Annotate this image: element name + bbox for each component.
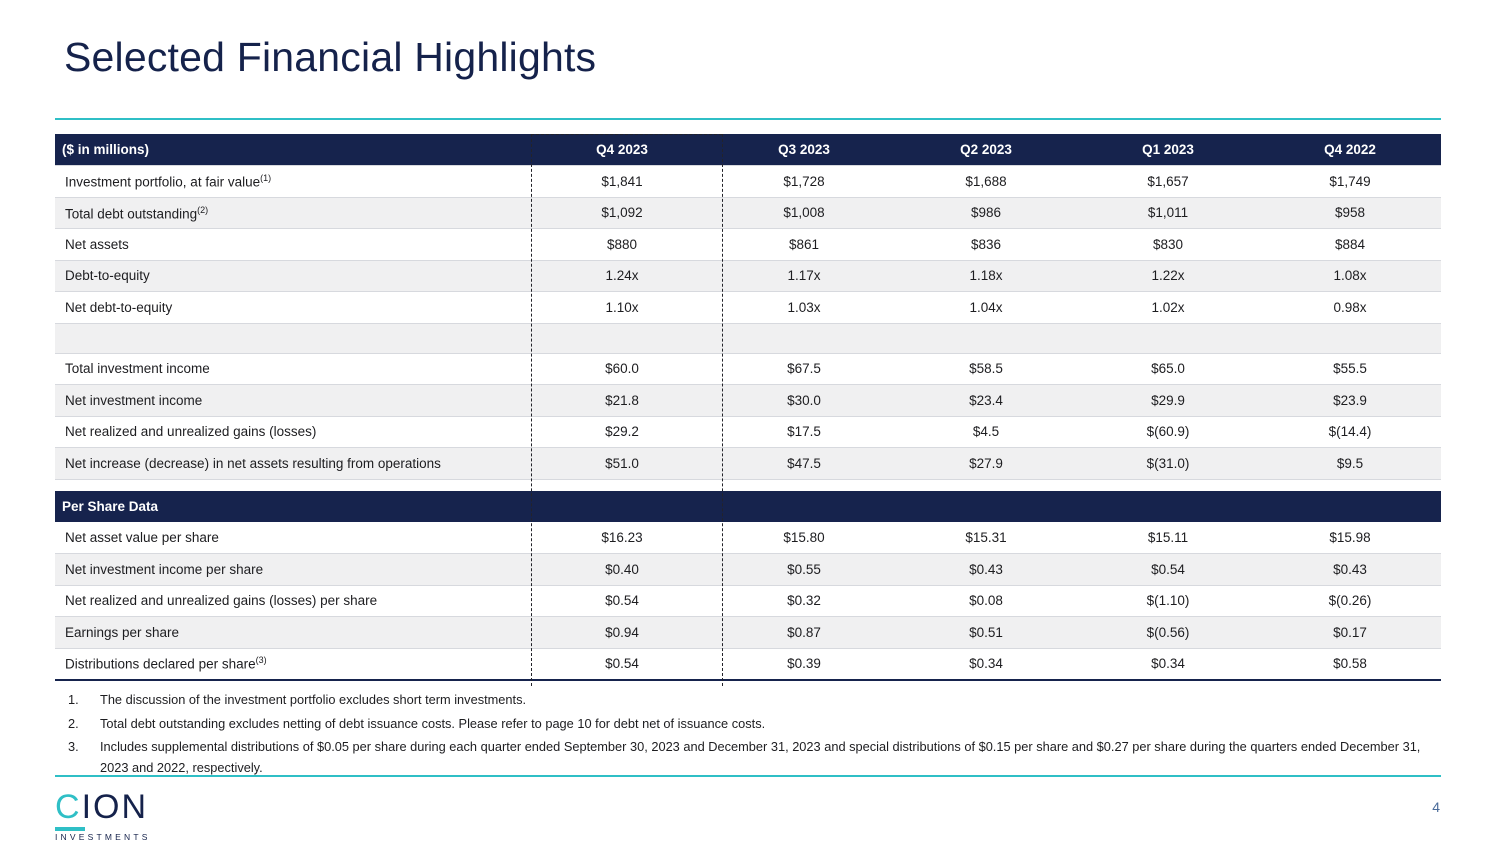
cell-value: $(14.4) — [1259, 416, 1441, 448]
cion-logo — [55, 790, 265, 842]
row-label: Net investment income — [55, 385, 531, 417]
cell-value: $0.54 — [531, 648, 713, 680]
row-label: Net asset value per share — [55, 522, 531, 554]
table-row — [55, 385, 1441, 417]
footer-divider — [55, 775, 1441, 777]
cell-value: $1,008 — [713, 197, 895, 229]
cell-value: $0.34 — [1077, 648, 1259, 680]
column-header-q4-2022: Q4 2022 — [1259, 134, 1441, 166]
cell-value: $986 — [895, 197, 1077, 229]
cell-value: $0.51 — [895, 617, 1077, 649]
cell-value: $67.5 — [713, 353, 895, 385]
row-label: Net debt-to-equity — [55, 292, 531, 324]
row-label: Debt-to-equity — [55, 260, 531, 292]
section-header-per-share-data — [55, 491, 1441, 522]
footnote-number: 2. — [68, 715, 79, 731]
footnote-item — [62, 737, 1442, 778]
cell-value: $0.39 — [713, 648, 895, 680]
cell-value: 1.24x — [531, 260, 713, 292]
cell-value: $15.80 — [713, 522, 895, 554]
row-label: Net investment income per share — [55, 554, 531, 586]
cell-value: $9.5 — [1259, 448, 1441, 480]
row-label: Net increase (decrease) in net assets resulting from operations — [55, 448, 531, 480]
footnote-ref: (3) — [255, 655, 267, 666]
cell-value: $1,749 — [1259, 166, 1441, 198]
cell-value: 0.98x — [1259, 292, 1441, 324]
footnote-ref: (1) — [260, 173, 272, 183]
table-row — [55, 260, 1441, 292]
cell-value: 1.17x — [713, 260, 895, 292]
title-divider — [55, 118, 1441, 120]
footnote-text: Total debt outstanding excludes netting of debt issuance costs. Please refer to page 10 for debt net of issuance costs. — [100, 715, 766, 731]
row-label: Net realized and unrealized gains (losses) — [55, 416, 531, 448]
table-row — [55, 166, 1441, 198]
table-row — [55, 585, 1441, 617]
cell-value: $16.23 — [531, 522, 713, 554]
cell-value: $47.5 — [713, 448, 895, 480]
cell-value: $58.5 — [895, 353, 1077, 385]
cell-value: $21.8 — [531, 385, 713, 417]
footnote-text: Includes supplemental distributions of $0.05 per share during each quarter ended September 30, 2023 and December 31, 2023 and special distributions of $0.15 per share and $0.27 per share during the quarters ended December 31, 2023 and 2022, respectively. — [100, 739, 1421, 776]
cell-value: 1.08x — [1259, 260, 1441, 292]
cell-value: $0.94 — [531, 617, 713, 649]
column-header-units: ($ in millions) — [55, 134, 531, 166]
cell-value: $958 — [1259, 197, 1441, 229]
cell-value: $0.87 — [713, 617, 895, 649]
row-label: Earnings per share — [55, 617, 531, 649]
cell-value: $0.32 — [713, 585, 895, 617]
table-row — [55, 448, 1441, 480]
table-row — [55, 416, 1441, 448]
cell-value: $15.31 — [895, 522, 1077, 554]
footnotes — [62, 690, 1442, 782]
table-row — [55, 522, 1441, 554]
cell-value: $0.17 — [1259, 617, 1441, 649]
logo-subtitle: INVESTMENTS — [55, 832, 151, 842]
cell-value: $0.54 — [1077, 554, 1259, 586]
selection-guide-top — [531, 134, 722, 135]
column-header-q3-2023: Q3 2023 — [713, 134, 895, 166]
cell-value: $1,728 — [713, 166, 895, 198]
cell-value: $17.5 — [713, 416, 895, 448]
cell-value: 1.04x — [895, 292, 1077, 324]
page-number: 4 — [1432, 799, 1440, 815]
table-header — [55, 134, 1441, 166]
cell-value: $0.34 — [895, 648, 1077, 680]
table-row — [55, 554, 1441, 586]
selection-guide-right — [722, 134, 723, 686]
cell-value: $(1.10) — [1077, 585, 1259, 617]
cell-value: $55.5 — [1259, 353, 1441, 385]
footnote-item — [62, 714, 1442, 735]
row-label: Total investment income — [55, 353, 531, 385]
section-label: Per Share Data — [55, 491, 531, 522]
cell-value: $0.40 — [531, 554, 713, 586]
row-label: Net realized and unrealized gains (losses) per share — [55, 585, 531, 617]
cell-value: $0.43 — [1259, 554, 1441, 586]
logo-wordmark — [55, 790, 265, 824]
cell-value: $0.08 — [895, 585, 1077, 617]
cell-value: 1.02x — [1077, 292, 1259, 324]
row-label: Net assets — [55, 229, 531, 261]
logo-underline — [55, 827, 85, 831]
cell-value: $0.43 — [895, 554, 1077, 586]
row-label: Distributions declared per share$^{(3)}$ — [55, 648, 531, 680]
cell-value: $0.55 — [713, 554, 895, 586]
cell-value: $1,841 — [531, 166, 713, 198]
cell-value: $15.11 — [1077, 522, 1259, 554]
cell-value: $1,011 — [1077, 197, 1259, 229]
cell-value: $(0.56) — [1077, 617, 1259, 649]
page-title: Selected Financial Highlights — [64, 34, 597, 80]
cell-value: $29.2 — [531, 416, 713, 448]
cell-value: $880 — [531, 229, 713, 261]
footnote-text: The discussion of the investment portfolio excludes short term investments. — [100, 692, 527, 707]
cell-value: $29.9 — [1077, 385, 1259, 417]
table-header-row — [55, 134, 1441, 166]
cell-value: $51.0 — [531, 448, 713, 480]
table-blank-row — [55, 323, 1441, 353]
cell-value: $1,657 — [1077, 166, 1259, 198]
column-header-q2-2023: Q2 2023 — [895, 134, 1077, 166]
cell-value: 1.10x — [531, 292, 713, 324]
cell-value: $60.0 — [531, 353, 713, 385]
table-spacer — [55, 479, 1441, 491]
logo-letters-ion: ION — [81, 788, 149, 826]
column-header-q4-2023: Q4 2023 — [531, 134, 713, 166]
footnote-item — [62, 690, 1442, 711]
cell-value: $4.5 — [895, 416, 1077, 448]
footnote-number: 1. — [68, 692, 79, 707]
cell-value: $(0.26) — [1259, 585, 1441, 617]
cell-value: $0.58 — [1259, 648, 1441, 680]
cell-value: $15.98 — [1259, 522, 1441, 554]
table-row — [55, 292, 1441, 324]
footnote-number: 3. — [68, 739, 79, 755]
column-header-q1-2023: Q1 2023 — [1077, 134, 1259, 166]
selection-guide-left — [531, 134, 532, 686]
cell-value: $27.9 — [895, 448, 1077, 480]
cell-value: $23.4 — [895, 385, 1077, 417]
cell-value: 1.03x — [713, 292, 895, 324]
cell-value: 1.22x — [1077, 260, 1259, 292]
logo-letter-c: C — [55, 788, 82, 826]
table-row — [55, 353, 1441, 385]
cell-value: $1,688 — [895, 166, 1077, 198]
table-row — [55, 648, 1441, 680]
cell-value: $23.9 — [1259, 385, 1441, 417]
table-body — [55, 166, 1441, 680]
cell-value: $1,092 — [531, 197, 713, 229]
financial-highlights-table — [55, 134, 1441, 681]
cell-value: $836 — [895, 229, 1077, 261]
row-label: Investment portfolio, at fair value$^{(1)}$ — [55, 166, 531, 198]
cell-value: $861 — [713, 229, 895, 261]
row-label: Total debt outstanding$^{(2)}$ — [55, 197, 531, 229]
table-row — [55, 229, 1441, 261]
cell-value: $30.0 — [713, 385, 895, 417]
cell-value: $830 — [1077, 229, 1259, 261]
cell-value: $0.54 — [531, 585, 713, 617]
table-row — [55, 617, 1441, 649]
footnote-ref: (2) — [197, 204, 209, 215]
cell-value: $65.0 — [1077, 353, 1259, 385]
cell-value: 1.18x — [895, 260, 1077, 292]
cell-value: $884 — [1259, 229, 1441, 261]
cell-value: $(60.9) — [1077, 416, 1259, 448]
table-row — [55, 197, 1441, 229]
cell-value: $(31.0) — [1077, 448, 1259, 480]
